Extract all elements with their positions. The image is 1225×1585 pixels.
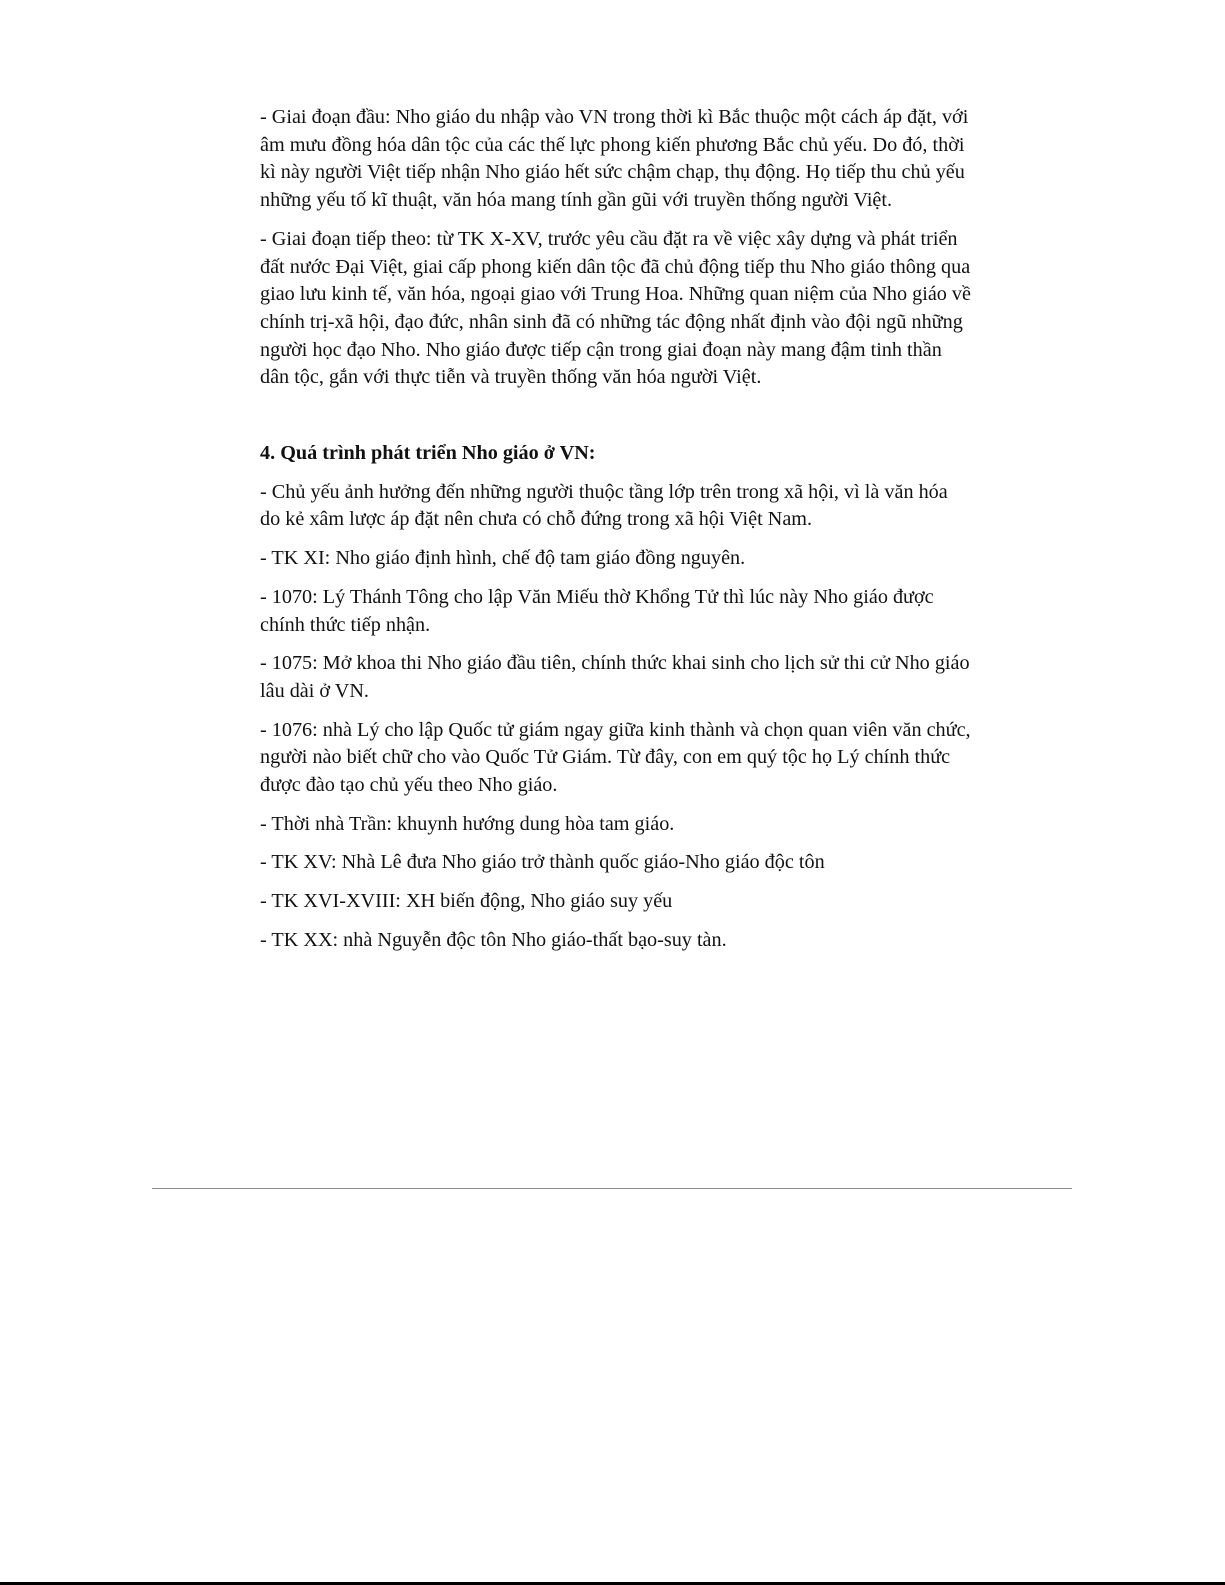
- list-item: - TK XX: nhà Nguyễn độc tôn Nho giáo-thất bạo-suy tàn.: [260, 928, 727, 951]
- list-item: - 1070: Lý Thánh Tông cho lập Văn Miếu thờ Khổng Tử thì lúc này Nho giáo được chính thức tiếp nhận.: [260, 585, 934, 636]
- list-item: - TK XI: Nho giáo định hình, chế độ tam giáo đồng nguyên.: [260, 547, 746, 570]
- list-item: - 1076: nhà Lý cho lập Quốc tử giám ngay giữa kinh thành và chọn quan viên văn chức, người nào biết chữ cho vào Quốc Tử Giám. Từ đây, con em quý tộc họ Lý chính thức được đào tạo chủ yếu theo Nho giáo.: [260, 718, 971, 797]
- list-item: - 1075: Mở khoa thi Nho giáo đầu tiên, chính thức khai sinh cho lịch sử thi cử Nho giáo lâu dài ở VN.: [260, 652, 970, 702]
- section-heading: 4. Quá trình phát triển Nho giáo ở VN:: [260, 442, 596, 465]
- list-item: - Thời nhà Trần: khuynh hướng dung hòa tam giáo.: [260, 812, 675, 835]
- paragraph-giai-doan-tiep-theo: - Giai đoạn tiếp theo: từ TK X-XV, trước yêu cầu đặt ra về việc xây dựng và phát triển đất nước Đại Việt, giai cấp phong kiến dân tộc đã chủ động tiếp thu Nho giáo thông qua giao lưu kinh tế, văn hóa, ngoại giao với Trung Hoa. Những quan niệm của Nho giáo về chính trị-xã hội, đạo đức, nhân sinh đã có những tác động nhất định vào đội ngũ những người học đạo Nho. Nho giáo được tiếp cận trong giai đoạn này mang đậm tinh thần dân tộc, gắn với thực tiễn và truyền thống văn hóa người Việt.: [260, 227, 971, 389]
- page-divider: [152, 1188, 1072, 1189]
- list-item: - TK XV: Nhà Lê đưa Nho giáo trở thành quốc giáo-Nho giáo độc tôn: [260, 851, 825, 874]
- list-item: - Chủ yếu ảnh hưởng đến những người thuộc tầng lớp trên trong xã hội, vì là văn hóa do kẻ xâm lược áp đặt nên chưa có chỗ đứng trong xã hội Việt Nam.: [260, 480, 948, 531]
- paragraph-giai-doan-dau: - Giai đoạn đầu: Nho giáo du nhập vào VN trong thời kì Bắc thuộc một cách áp đặt, với âm mưu đồng hóa dân tộc của các thế lực phong kiến phương Bắc chủ yếu. Do đó, thời kì này người Việt tiếp nhận Nho giáo hết sức chậm chạp, thụ động. Họ tiếp thu chủ yếu những yếu tố kĩ thuật, văn hóa mang tính gần gũi với truyền thống người Việt.: [260, 106, 969, 212]
- document-body: [260, 104, 972, 966]
- list-item: - TK XVI-XVIII: XH biến động, Nho giáo suy yếu: [260, 890, 673, 913]
